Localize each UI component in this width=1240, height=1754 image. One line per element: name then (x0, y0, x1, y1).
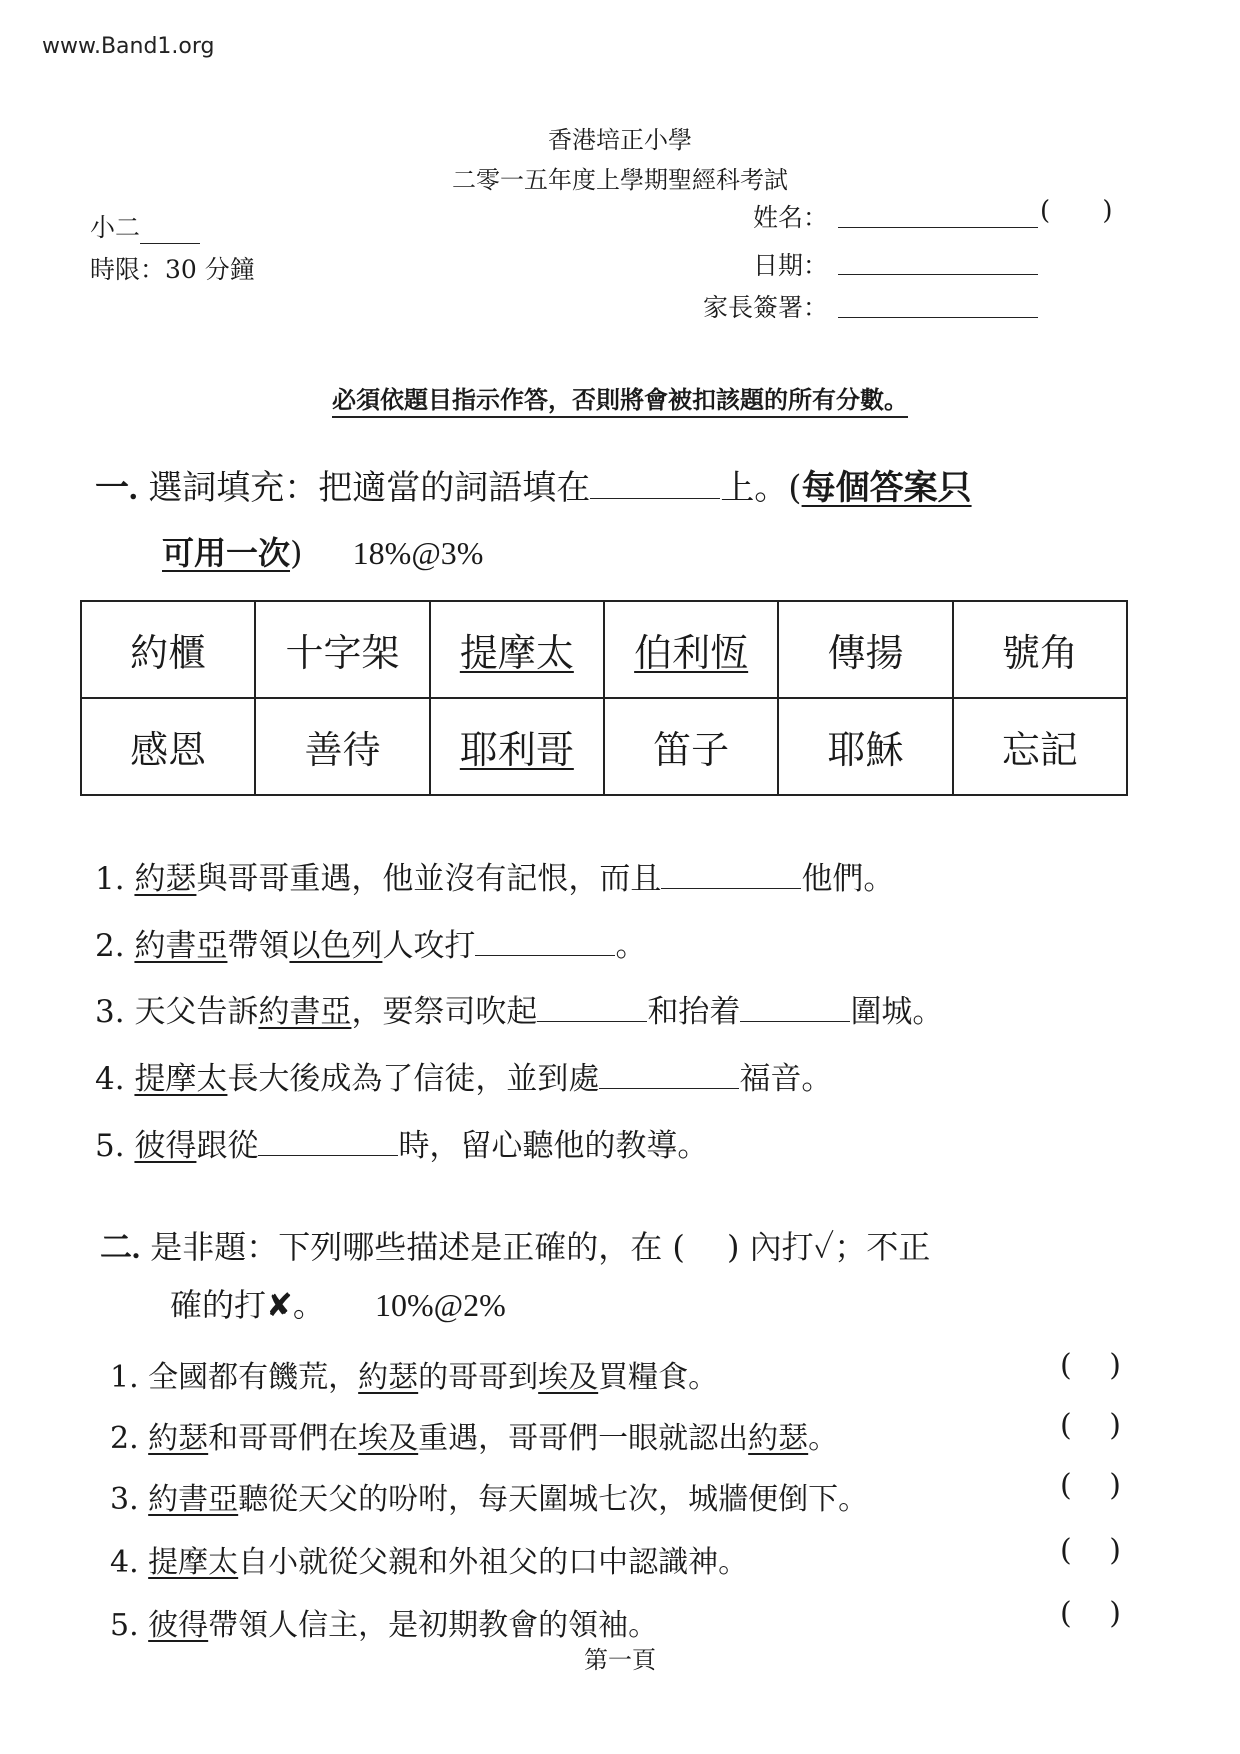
answer-blank[interactable] (661, 860, 801, 889)
question-text: 重遇，哥哥們一眼就認出 (418, 1421, 749, 1456)
question-text: 埃及 (358, 1421, 419, 1456)
section2-instr-a: 是非題：下列哪些描述是正確的，在 ( ) 內打✓；不正 (150, 1228, 931, 1266)
question-text: 埃及 (538, 1360, 599, 1395)
question-number: 3. (110, 1482, 139, 1517)
section2-instruction-cont (170, 1280, 506, 1326)
question-text: 時，留心聽他的教導。 (398, 1128, 709, 1164)
exam-title: 二零一五年度上學期聖經科考試 (452, 166, 788, 194)
question-number: 2. (110, 1421, 139, 1456)
fill-question-4 (95, 1053, 832, 1098)
tf-question-2 (110, 1413, 838, 1457)
fill-question-3 (95, 986, 943, 1031)
question-text: 全國都有饑荒， (148, 1360, 359, 1395)
question-number: 5. (95, 1128, 125, 1164)
word-bank-cell: 善待 (255, 698, 429, 795)
question-text: 自小就從父親和外祖父的口中認識神。 (238, 1545, 749, 1580)
school-name: 香港培正小學 (548, 126, 692, 154)
word-bank-cell (430, 698, 604, 795)
question-text: 約瑟 (134, 861, 197, 897)
question-text: ，要祭司吹起 (351, 994, 538, 1030)
word-bank-row (81, 601, 1127, 698)
question-text: 彼得 (134, 1128, 197, 1164)
answer-blank[interactable] (599, 1060, 739, 1089)
question-text: 約瑟 (358, 1360, 419, 1395)
section2-instruction (100, 1222, 930, 1268)
section2-number: 二. (100, 1229, 141, 1265)
question-text: 。 (615, 928, 647, 964)
question-text: 以色列 (289, 928, 383, 964)
page-number: 第一頁 (584, 1646, 656, 1674)
question-text: 買糧食。 (598, 1360, 719, 1395)
answer-paren[interactable]: ( ) (1060, 1596, 1135, 1631)
question-text: 約瑟 (748, 1421, 809, 1456)
section1-instruction-cont (162, 528, 483, 574)
grade-field (90, 208, 200, 244)
name-label: 姓名： (752, 203, 828, 232)
question-text: 與哥哥重遇，他並沒有記恨，而且 (196, 861, 662, 897)
question-text: 天父告訴 (134, 994, 259, 1030)
question-text: 圍城。 (850, 994, 944, 1030)
answer-paren[interactable]: ( ) (1060, 1533, 1135, 1568)
tf-question-1 (110, 1352, 718, 1396)
answer-blank[interactable] (740, 993, 850, 1022)
question-text: 帶領人信主，是初期教會的領袖。 (208, 1608, 659, 1643)
section1-instr-a: 選詞填充：把適當的詞語填在 (148, 468, 591, 508)
class-number-paren: ( ) (1040, 196, 1135, 226)
section2-marks: 10%@2% (375, 1287, 506, 1323)
section1-instr-e: ) (290, 534, 303, 572)
fill-question-5 (95, 1120, 708, 1165)
word-bank-cell: 號角 (953, 601, 1127, 698)
question-text: 聽從天父的吩咐，每天圍城七次，城牆便倒下。 (238, 1482, 869, 1517)
section1-instr-d: 可用一次 (162, 534, 291, 572)
question-text: 帶領 (227, 928, 290, 964)
tf-question-5 (110, 1600, 658, 1644)
word-bank-row (81, 698, 1127, 795)
notice-text: 必須依題目指示作答，否則將會被扣該題的所有分數。 (332, 385, 908, 418)
question-text: 的哥哥到 (418, 1360, 539, 1395)
question-text: 約書亞 (134, 928, 228, 964)
word-bank-cell (430, 601, 604, 698)
answer-blank[interactable] (475, 927, 615, 956)
tf-question-4 (110, 1537, 748, 1581)
word-bank-cell: 十字架 (255, 601, 429, 698)
question-text: 人攻打 (382, 928, 476, 964)
question-text: 。 (808, 1421, 839, 1456)
section1-marks: 18%@3% (352, 535, 484, 571)
time-limit: 時限：30 分鐘 (90, 255, 255, 284)
question-number: 4. (95, 1061, 125, 1097)
grade-blank[interactable] (140, 219, 200, 244)
question-text: 長大後成為了信徒，並到處 (227, 1061, 600, 1097)
answer-paren[interactable]: ( ) (1060, 1408, 1135, 1443)
grade-label: 小二 (90, 213, 141, 242)
question-text: 彼得 (148, 1608, 209, 1643)
answer-blank[interactable] (537, 993, 647, 1022)
question-text: 和哥哥們在 (208, 1421, 359, 1456)
answer-paren[interactable]: ( ) (1060, 1468, 1135, 1503)
question-text: 約瑟 (148, 1421, 209, 1456)
question-text: 和抬着 (647, 994, 741, 1030)
word-bank-word: 耶利哥 (459, 728, 574, 772)
date-blank[interactable] (838, 250, 1038, 275)
fill-question-2 (95, 920, 646, 965)
question-text: 跟從 (196, 1128, 259, 1164)
word-bank-cell: 傳揚 (778, 601, 952, 698)
question-number: 3. (95, 994, 125, 1030)
question-text: 提摩太 (134, 1061, 228, 1097)
sample-blank (590, 467, 720, 499)
section1-instruction (95, 460, 972, 509)
word-bank-cell: 感恩 (81, 698, 255, 795)
word-bank-word: 伯利恆 (634, 631, 749, 675)
question-text: 他們。 (801, 861, 895, 897)
question-text: 約書亞 (148, 1482, 239, 1517)
word-bank-cell: 笛子 (604, 698, 778, 795)
word-bank-cell: 耶穌 (778, 698, 952, 795)
question-number: 1. (95, 861, 125, 897)
answer-paren[interactable]: ( ) (1060, 1348, 1135, 1383)
section1-instr-b: 上。( (720, 468, 802, 508)
word-bank-cell: 約櫃 (81, 601, 255, 698)
tf-question-3 (110, 1474, 868, 1518)
section1-number: 一. (95, 470, 138, 507)
question-text: 提摩太 (148, 1545, 239, 1580)
parent-signature-label: 家長簽署： (702, 293, 828, 322)
question-text: 福音。 (739, 1061, 833, 1097)
section1-instr-c: 每個答案只 (801, 468, 972, 508)
word-bank-word: 提摩太 (459, 631, 574, 675)
question-number: 2. (95, 928, 125, 964)
name-blank[interactable] (838, 203, 1038, 228)
question-number: 1. (110, 1360, 139, 1395)
website-url: www.Band1.org (42, 34, 215, 59)
word-bank-table (80, 600, 1128, 796)
date-label: 日期： (752, 251, 828, 280)
question-text: 約書亞 (258, 994, 352, 1030)
fill-question-1 (95, 853, 894, 898)
instruction-notice (0, 380, 1240, 415)
question-number: 5. (110, 1608, 139, 1643)
section2-instr-b: 確的打✘。 (170, 1286, 325, 1324)
word-bank-cell (604, 601, 778, 698)
word-bank-cell: 忘記 (953, 698, 1127, 795)
parent-signature-blank[interactable] (838, 293, 1038, 318)
answer-blank[interactable] (258, 1127, 398, 1156)
question-number: 4. (110, 1545, 139, 1580)
